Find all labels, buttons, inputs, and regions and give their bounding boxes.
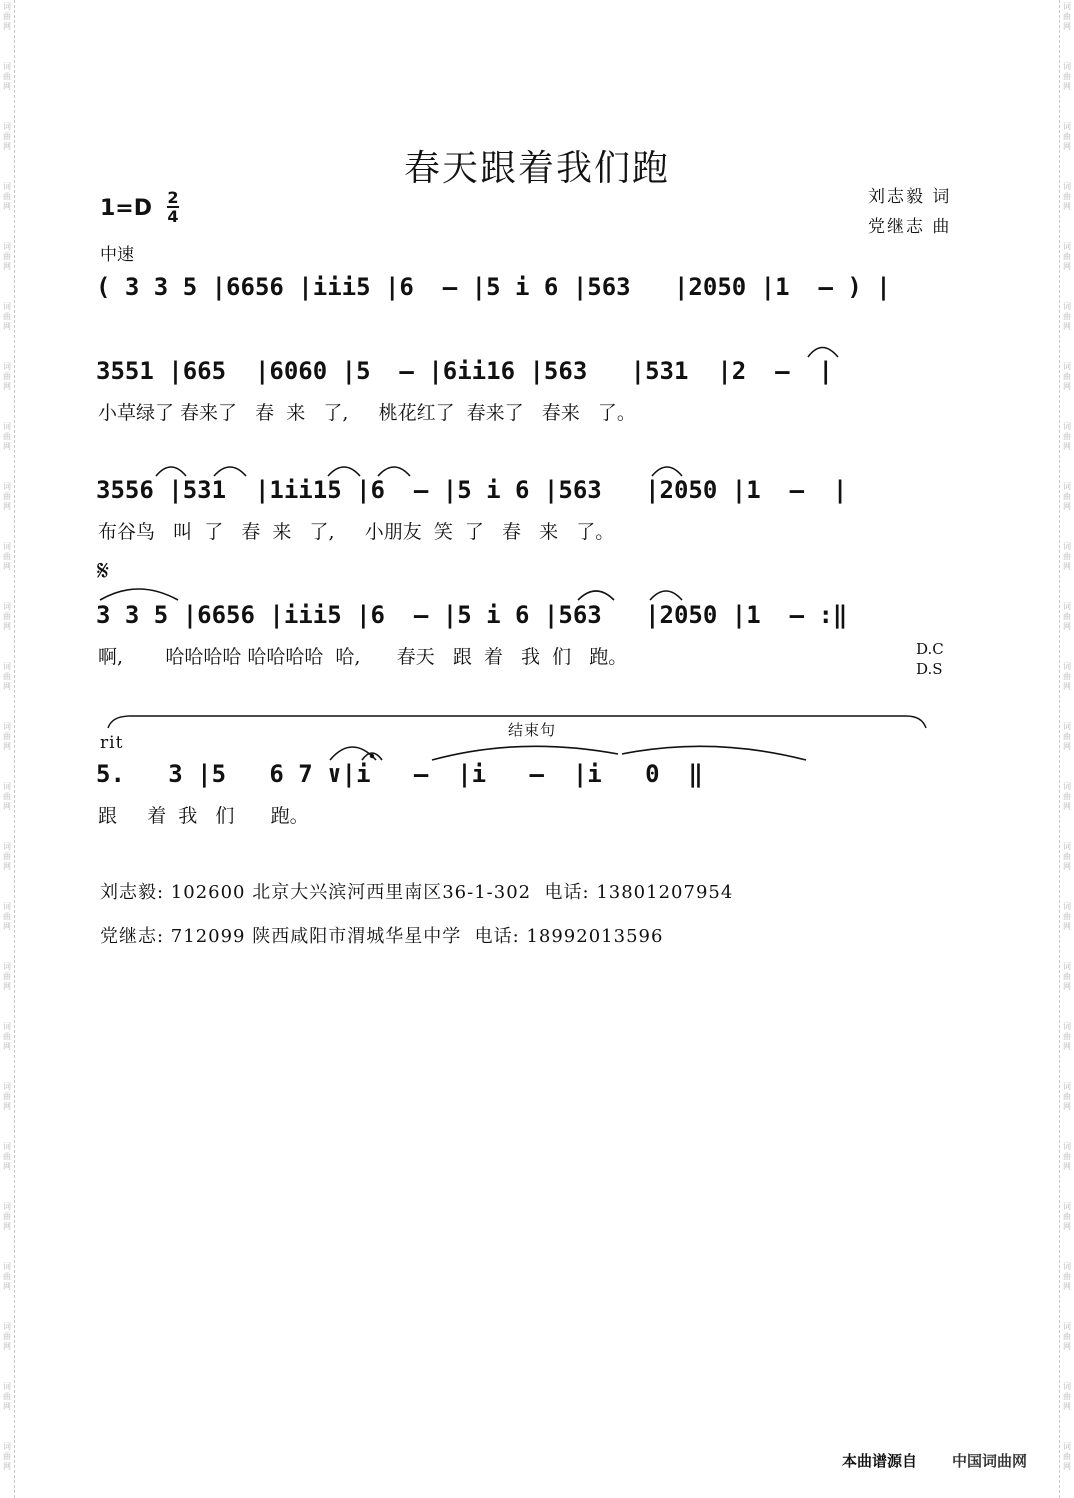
watermark-glyph: 曲 — [1063, 432, 1071, 441]
watermark-glyph: 曲 — [3, 912, 11, 921]
watermark-glyph: 曲 — [1063, 132, 1071, 141]
footer-site-link[interactable]: 中国词曲网 — [952, 1452, 1028, 1470]
watermark-glyph: 曲 — [1063, 1152, 1071, 1161]
score-line-3-lyrics: 布谷鸟 叫 了 春 来 了, 小朋友 笑 了 春 来 了。 — [98, 521, 615, 543]
watermark-glyph: 词 — [1063, 422, 1071, 431]
watermark-glyph: 词 — [1063, 842, 1071, 851]
composer-contact: 党继志: 712099 陕西咸阳市渭城华星中学 电话: 18992013596 — [100, 926, 664, 947]
watermark-glyph: 曲 — [3, 1332, 11, 1341]
watermark-glyph: 网 — [3, 1342, 11, 1351]
slur-line3-m2 — [214, 467, 246, 476]
watermark-glyph: 词 — [3, 482, 11, 491]
watermark-glyph: 词 — [1063, 662, 1071, 671]
score-line-2-lyrics: 小草绿了 春来了 春 来 了, 桃花红了 春来了 春来 了。 — [98, 402, 636, 424]
watermark-glyph: 词 — [3, 2, 11, 11]
watermark-glyph: 词 — [3, 302, 11, 311]
watermark-glyph: 词 — [3, 1322, 11, 1331]
watermark-glyph: 网 — [1063, 1402, 1071, 1411]
watermark-glyph: 网 — [3, 922, 11, 931]
watermark-glyph: 词 — [3, 182, 11, 191]
watermark-glyph: 曲 — [3, 192, 11, 201]
watermark-glyph: 网 — [3, 382, 11, 391]
watermark-glyph: 网 — [3, 1042, 11, 1051]
watermark-glyph: 网 — [3, 1162, 11, 1171]
watermark-glyph: 网 — [1063, 682, 1071, 691]
watermark-glyph: 词 — [3, 362, 11, 371]
watermark-glyph: 词 — [1063, 602, 1071, 611]
watermark-glyph: 曲 — [3, 1272, 11, 1281]
watermark-glyph: 网 — [3, 742, 11, 751]
watermark-glyph: 网 — [1063, 922, 1071, 931]
slur-line3-m3a — [328, 467, 360, 476]
phrase-bracket-ending — [108, 716, 926, 728]
watermark-glyph: 网 — [1063, 802, 1071, 811]
score-line-1-notes: ( 3 3 5 |6656 |iii5 |6 – |5 i 6 |563 |2050 |1 – ) | — [96, 273, 891, 301]
watermark-glyph: 词 — [3, 962, 11, 971]
watermark-glyph: 曲 — [1063, 672, 1071, 681]
tie-ending-1 — [432, 746, 618, 760]
slur-line4-m6 — [650, 591, 682, 600]
score-line-4-notes: 3 3 5 |6656 |iii5 |6 – |5 i 6 |563 |2050 |1 – :‖ — [96, 601, 848, 629]
time-signature-bottom: 4 — [167, 207, 179, 226]
watermark-glyph: 曲 — [1063, 372, 1071, 381]
watermark-glyph: 曲 — [3, 492, 11, 501]
watermark-glyph: 网 — [3, 1462, 11, 1471]
watermark-glyph: 网 — [3, 502, 11, 511]
watermark-glyph: 词 — [1063, 1262, 1071, 1271]
watermark-glyph: 曲 — [3, 672, 11, 681]
watermark-glyph: 曲 — [3, 732, 11, 741]
watermark-glyph: 词 — [1063, 1442, 1071, 1451]
watermark-glyph: 网 — [3, 1402, 11, 1411]
watermark-glyph: 网 — [3, 1222, 11, 1231]
watermark-glyph: 曲 — [1063, 72, 1071, 81]
watermark-glyph: 曲 — [3, 852, 11, 861]
score-line-4-lyrics: 啊, 哈哈哈哈 哈哈哈哈 哈, 春天 跟 着 我 们 跑。 — [98, 646, 628, 668]
slur-line4-m5 — [578, 591, 614, 600]
watermark-glyph: 词 — [3, 542, 11, 551]
watermark-glyph: 网 — [3, 562, 11, 571]
watermark-glyph: 网 — [1063, 442, 1071, 451]
watermark-glyph: 网 — [1063, 1282, 1071, 1291]
watermark-glyph: 网 — [1063, 862, 1071, 871]
watermark-glyph: 词 — [3, 842, 11, 851]
watermark-glyph: 曲 — [3, 132, 11, 141]
watermark-glyph: 曲 — [1063, 1212, 1071, 1221]
watermark-glyph: 网 — [3, 262, 11, 271]
lyricist-credit: 刘志毅 词 — [868, 187, 952, 207]
watermark-glyph: 网 — [3, 622, 11, 631]
watermark-glyph: 词 — [1063, 362, 1071, 371]
watermark-glyph: 网 — [1063, 1462, 1071, 1471]
tempo-marking: 中速 — [100, 245, 134, 265]
score-line-5-lyrics: 跟 着 我 们 跑。 — [98, 805, 309, 827]
watermark-glyph: 词 — [1063, 182, 1071, 191]
da-capo-marking: D.C — [916, 640, 944, 658]
song-title: 春天跟着我们跑 — [403, 148, 670, 189]
fermata-dot — [370, 754, 374, 758]
watermark-glyph: 网 — [3, 22, 11, 31]
watermark-glyph: 词 — [3, 1262, 11, 1271]
watermark-glyph: 曲 — [3, 1152, 11, 1161]
watermark-glyph: 曲 — [1063, 492, 1071, 501]
watermark-glyph: 词 — [3, 662, 11, 671]
watermark-glyph: 曲 — [1063, 1392, 1071, 1401]
watermark-glyph: 词 — [3, 1022, 11, 1031]
time-signature-top: 2 — [167, 188, 179, 207]
watermark-glyph: 曲 — [3, 372, 11, 381]
watermark-glyph: 词 — [3, 1202, 11, 1211]
watermark-glyph: 词 — [3, 1442, 11, 1451]
watermark-glyph: 曲 — [1063, 1032, 1071, 1041]
lyricist-contact: 刘志毅: 102600 北京大兴滨河西里南区36-1-302 电话: 13801207954 — [100, 882, 734, 903]
watermark-glyph: 词 — [1063, 2, 1071, 11]
watermark-glyph: 词 — [1063, 482, 1071, 491]
watermark-glyph: 词 — [1063, 62, 1071, 71]
watermark-glyph: 词 — [1063, 1082, 1071, 1091]
watermark-glyph: 曲 — [3, 1212, 11, 1221]
watermark-glyph: 词 — [3, 122, 11, 131]
tie-ending-2 — [622, 746, 806, 760]
ending-label: 结束句 — [508, 721, 557, 739]
watermark-glyph: 曲 — [1063, 12, 1071, 21]
watermark-glyph: 曲 — [1063, 1092, 1071, 1101]
watermark-glyph: 网 — [1063, 1342, 1071, 1351]
watermark-glyph: 词 — [3, 782, 11, 791]
watermark-glyph: 曲 — [1063, 252, 1071, 261]
watermark-glyph: 词 — [1063, 782, 1071, 791]
watermark-glyph: 曲 — [1063, 792, 1071, 801]
watermark-glyph: 网 — [3, 862, 11, 871]
watermark-glyph: 词 — [1063, 1322, 1071, 1331]
watermark-glyph: 曲 — [3, 252, 11, 261]
watermark-glyph: 曲 — [1063, 552, 1071, 561]
watermark-glyph: 曲 — [1063, 732, 1071, 741]
footer-source-label: 本曲谱源自 — [842, 1452, 918, 1470]
watermark-glyph: 词 — [1063, 1142, 1071, 1151]
watermark-glyph: 网 — [1063, 1222, 1071, 1231]
watermark-glyph: 网 — [1063, 82, 1071, 91]
watermark-glyph: 网 — [3, 1282, 11, 1291]
watermark-glyph: 网 — [3, 982, 11, 991]
watermark-glyph: 曲 — [3, 552, 11, 561]
watermark-glyph: 曲 — [1063, 972, 1071, 981]
watermark-glyph: 曲 — [3, 612, 11, 621]
watermark-glyph: 词 — [1063, 1202, 1071, 1211]
watermark-glyph: 词 — [1063, 302, 1071, 311]
watermark-glyph: 网 — [1063, 22, 1071, 31]
watermark-glyph: 曲 — [3, 1452, 11, 1461]
slur-line3-m3b — [378, 467, 410, 476]
watermark-glyph: 网 — [3, 82, 11, 91]
watermark-glyph: 词 — [3, 422, 11, 431]
slur-line2-m7 — [808, 348, 838, 358]
watermark-glyph: 词 — [1063, 722, 1071, 731]
watermark-glyph: 网 — [1063, 562, 1071, 571]
watermark-glyph: 网 — [1063, 202, 1071, 211]
watermark-glyph: 曲 — [3, 432, 11, 441]
watermark-glyph: 词 — [3, 602, 11, 611]
watermark-glyph: 词 — [3, 1142, 11, 1151]
watermark-glyph: 网 — [3, 682, 11, 691]
segno-sign: 𝄋 — [97, 554, 110, 587]
watermark-glyph: 词 — [3, 722, 11, 731]
watermark-glyph: 曲 — [3, 1392, 11, 1401]
slur-line3-m6 — [652, 467, 682, 476]
watermark-glyph: 曲 — [3, 72, 11, 81]
composer-credit: 党继志 曲 — [868, 217, 952, 237]
watermark-glyph: 曲 — [1063, 1332, 1071, 1341]
score-line-5-notes: 5. 3 |5 6 7 ∨|i – |i – |i 0 ‖ — [96, 760, 703, 788]
watermark-glyph: 曲 — [1063, 1272, 1071, 1281]
watermark-glyph: 曲 — [3, 312, 11, 321]
watermark-glyph: 网 — [1063, 262, 1071, 271]
watermark-glyph: 曲 — [1063, 312, 1071, 321]
watermark-glyph: 词 — [3, 1382, 11, 1391]
watermark-glyph: 网 — [3, 1102, 11, 1111]
slur-line3-m1 — [156, 467, 186, 476]
watermark-glyph: 网 — [1063, 1162, 1071, 1171]
watermark-glyph: 网 — [1063, 622, 1071, 631]
watermark-glyph: 曲 — [1063, 912, 1071, 921]
watermark-glyph: 曲 — [1063, 612, 1071, 621]
watermark-glyph: 网 — [1063, 322, 1071, 331]
score-line-3-notes: 3556 |531 |1ii15 |6 – |5 i 6 |563 |2050 |1 – | — [96, 476, 848, 504]
ritardando-marking: rit — [100, 733, 124, 753]
watermark-glyph: 曲 — [3, 1092, 11, 1101]
slur-line4-pickup — [100, 589, 178, 600]
watermark-glyph: 网 — [1063, 1042, 1071, 1051]
watermark-glyph: 词 — [1063, 962, 1071, 971]
watermark-glyph: 词 — [1063, 122, 1071, 131]
watermark-glyph: 词 — [1063, 242, 1071, 251]
watermark-glyph: 网 — [3, 442, 11, 451]
watermark-glyph: 词 — [1063, 902, 1071, 911]
watermark-glyph: 网 — [3, 202, 11, 211]
watermark-glyph: 网 — [3, 322, 11, 331]
watermark-glyph: 曲 — [1063, 192, 1071, 201]
watermark-glyph: 网 — [3, 802, 11, 811]
watermark-glyph: 词 — [1063, 542, 1071, 551]
watermark-glyph: 词 — [1063, 1382, 1071, 1391]
watermark-glyph: 网 — [1063, 502, 1071, 511]
score-line-2-notes: 3551 |665 |6060 |5 – |6ii16 |563 |531 |2 – | — [96, 357, 833, 385]
watermark-glyph: 曲 — [1063, 1452, 1071, 1461]
key-signature: 1=D — [100, 196, 153, 221]
watermark-glyph: 词 — [3, 902, 11, 911]
watermark-glyph: 网 — [3, 142, 11, 151]
dal-segno-marking: D.S — [916, 660, 943, 678]
watermark-glyph: 网 — [1063, 742, 1071, 751]
watermark-glyph: 曲 — [1063, 852, 1071, 861]
watermark-glyph: 词 — [1063, 1022, 1071, 1031]
watermark-glyph: 曲 — [3, 1032, 11, 1041]
watermark-glyph: 曲 — [3, 792, 11, 801]
watermark-glyph: 词 — [3, 62, 11, 71]
watermark-glyph: 词 — [3, 242, 11, 251]
watermark-glyph: 词 — [3, 1082, 11, 1091]
watermark-glyph: 网 — [1063, 982, 1071, 991]
watermark-glyph: 网 — [1063, 1102, 1071, 1111]
watermark-glyph: 网 — [1063, 382, 1071, 391]
watermark-glyph: 网 — [1063, 142, 1071, 151]
watermark-glyph: 曲 — [3, 12, 11, 21]
watermark-glyph: 曲 — [3, 972, 11, 981]
